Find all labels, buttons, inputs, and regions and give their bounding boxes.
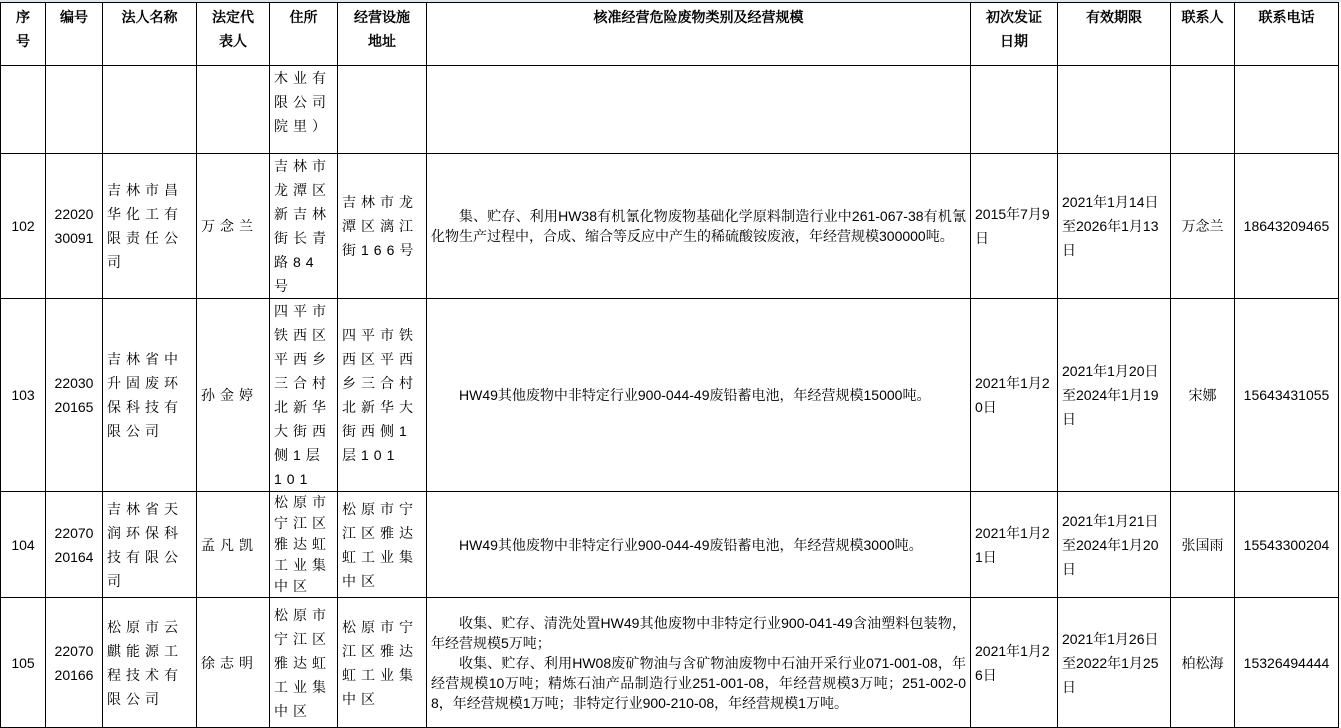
cell-first-date: 2021年1月20日 bbox=[971, 299, 1058, 492]
header-no: 序号 bbox=[1, 3, 46, 66]
cell-phone: 18643209465 bbox=[1235, 154, 1339, 299]
cell-no: 105 bbox=[1, 598, 46, 728]
cell-name: 吉林省天润环保科技有限公司 bbox=[103, 492, 197, 598]
cell-contact: 张国雨 bbox=[1171, 492, 1235, 598]
cell-rep: 万念兰 bbox=[197, 154, 270, 299]
header-first-date: 初次发证日期 bbox=[971, 3, 1058, 66]
table-row bbox=[1, 154, 1339, 299]
header-name: 法人名称 bbox=[103, 3, 197, 66]
header-validity: 有效期限 bbox=[1058, 3, 1171, 66]
cell-no: 104 bbox=[1, 492, 46, 598]
table-row bbox=[1, 598, 1339, 728]
table-row bbox=[1, 66, 1339, 154]
cell-address: 松原市宁江区雅达虹工业集中区 bbox=[270, 492, 338, 598]
cell-validity: 2021年1月14日至2026年1月13日 bbox=[1058, 154, 1171, 299]
cell-name: 吉林市昌华化工有限责任公司 bbox=[103, 154, 197, 299]
cell-rep: 孟凡凯 bbox=[197, 492, 270, 598]
cell-first-date: 2021年1月21日 bbox=[971, 492, 1058, 598]
cell-facility: 松原市宁江区雅达虹工业集中区 bbox=[338, 492, 427, 598]
cell-scope bbox=[427, 598, 971, 728]
cell-name: 吉林省中升固废环保科技有限公司 bbox=[103, 299, 197, 492]
cell-phone: 15643431055 bbox=[1235, 299, 1339, 492]
cell-scope: HW49其他废物中非特定行业900-044-49废铅蓄电池，年经营规模15000吨。 bbox=[427, 299, 971, 492]
header-code: 编号 bbox=[46, 3, 103, 66]
cell-scope: HW49其他废物中非特定行业900-044-49废铅蓄电池，年经营规模3000吨。 bbox=[427, 492, 971, 598]
scope-paragraph: 收集、贮存、利用HW08废矿物油与含矿物油废物中石油开采行业071-001-08，年经营规模10万吨；精炼石油产品制造行业251-001-08，年经营规模3万吨；251-002-08，年经营规模1万吨；非特定行业900-210-08，年经营规模1万吨。 bbox=[431, 654, 966, 711]
cell-no: 102 bbox=[1, 154, 46, 299]
header-rep: 法定代表人 bbox=[197, 3, 270, 66]
cell-code: 2203020165 bbox=[46, 299, 103, 492]
cell-facility: 松原市宁江区雅达虹工业集中区 bbox=[338, 598, 427, 728]
cell-rep: 孙金婷 bbox=[197, 299, 270, 492]
table-row bbox=[1, 492, 1339, 598]
cell-code: 2207020166 bbox=[46, 598, 103, 728]
cell-validity: 2021年1月21日至2024年1月20日 bbox=[1058, 492, 1171, 598]
header-scope: 核准经营危险废物类别及经营规模 bbox=[427, 3, 971, 66]
cell-validity: 2021年1月26日至2022年1月25日 bbox=[1058, 598, 1171, 728]
scope-paragraph: 收集、贮存、清洗处置HW49其他废物中非特定行业900-041-49含油塑料包装物，年经营规模5万吨； bbox=[431, 614, 966, 651]
cell-validity: 2021年1月20日至2024年1月19日 bbox=[1058, 299, 1171, 492]
cell-address: 吉林市龙潭区新吉林街长青路84号 bbox=[270, 154, 338, 299]
cell-name: 松原市云麒能源工程技术有限公司 bbox=[103, 598, 197, 728]
cell-address: 松原市宁江区雅达虹工业集中区 bbox=[270, 598, 338, 728]
cell-address: 木业有限公司院里） bbox=[270, 66, 338, 154]
header-row bbox=[1, 3, 1339, 66]
cell-code: 2207020164 bbox=[46, 492, 103, 598]
cell-address: 四平市铁西区平西乡三合村北新华大街西侧1层101 bbox=[270, 299, 338, 492]
cell-contact: 宋娜 bbox=[1171, 299, 1235, 492]
cell-facility: 四平市铁西区平西乡三合村北新华大街西侧1层101 bbox=[338, 299, 427, 492]
cell-facility: 吉林市龙潭区漓江街166号 bbox=[338, 154, 427, 299]
cell-first-date: 2015年7月9日 bbox=[971, 154, 1058, 299]
header-facility: 经营设施地址 bbox=[338, 3, 427, 66]
hazardous-waste-license-table bbox=[0, 2, 1339, 728]
cell-first-date: 2021年1月26日 bbox=[971, 598, 1058, 728]
table-row bbox=[1, 299, 1339, 492]
header-address: 住所 bbox=[270, 3, 338, 66]
cell-rep: 徐志明 bbox=[197, 598, 270, 728]
cell-phone: 15326494444 bbox=[1235, 598, 1339, 728]
cell-phone: 15543300204 bbox=[1235, 492, 1339, 598]
cell-scope: 集、贮存、利用HW38有机氰化物废物基础化学原料制造行业中261-067-38有机氰化物生产过程中，合成、缩合等反应中产生的稀硫酸铵废液，年经营规模300000吨。 bbox=[427, 154, 971, 299]
cell-contact: 柏松海 bbox=[1171, 598, 1235, 728]
cell-contact: 万念兰 bbox=[1171, 154, 1235, 299]
cell-code: 2202030091 bbox=[46, 154, 103, 299]
header-phone: 联系电话 bbox=[1235, 3, 1339, 66]
header-contact: 联系人 bbox=[1171, 3, 1235, 66]
cell-no: 103 bbox=[1, 299, 46, 492]
